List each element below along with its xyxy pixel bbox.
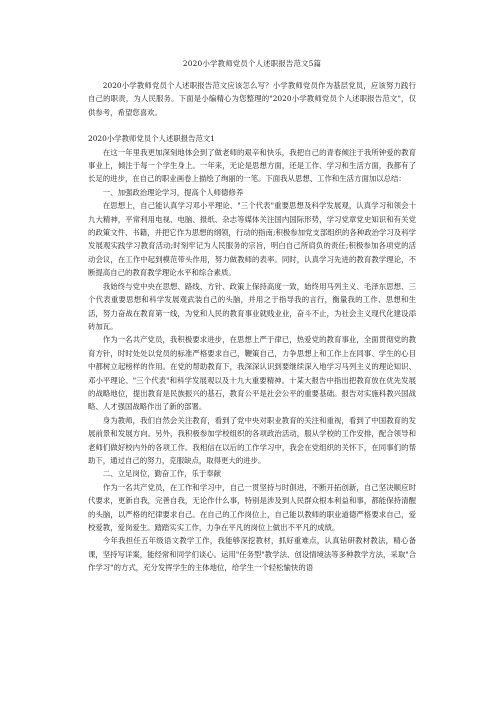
- body-paragraph: 在这一年里我更加深刻地体会到了做老师的艰辛和快乐，我把自己的青春倾注于我所钟爱的教育事业上，倾注于每一个学生身上。一年来，无论是思想方面，还是工作、学习和生活方面，我都有了长足的进步，在自己的职业画卷上描绘了绚丽的一笔。下面我从思想、工作和生活方面加以总结：: [88, 147, 416, 184]
- section-heading-2: 二、立足岗位，勤奋工作，乐于奉献: [102, 469, 222, 479]
- section-subtitle: 2020小学教师党员个人述职报告范文1: [88, 134, 215, 144]
- document-page: [88, 58, 416, 575]
- body-paragraph: 在思想上，自己能认真学习邓小平理论、"三个代表"重要思想及科学发展观，认真学习和领会十九大精神，平常利用电视、电脑、报纸、杂志等媒体关注国内国际形势，学习党章党史知识和有关党的政策文件、书籍，并把它作为思想的纲领，行动的指南;积极参加党支部组织的各种政治学习及科学发展观实践学习教育活动;时刻牢记为人民服务的宗旨，明白自己所肩负的责任;积极参加各项党的活动会议，在工作中起到模范带头作用，努力做教师的表率。同时，认真学习先进的教育教学理论，不断提高自己的教育教学理论水平和综合素质。: [88, 201, 416, 278]
- document-title: 2020小学教师党员个人述职报告范文5篇: [182, 59, 322, 68]
- section-heading-1: 一、加强政治理论学习，提高个人师德修养: [102, 187, 244, 197]
- body-paragraph: 身为教师，我们自然会关注教育，看到了党中央对职业教育的关注和重视，看到了中国教育的发展前景和发展方向。另外，我积极参加学校组织的各项政治活动，服从学校的工作安排，配合领导和老师们做好校内外的各项工作。我相信在以后的工作学习中，我会在党组织的关怀下，在同事们的帮助下，通过自己的努力，克服缺点，取得更大的进步。: [88, 415, 416, 465]
- intro-paragraph: 2020小学教师党员个人述职报告范文应该怎么写？小学教师党员作为基层党员，应该努力践行自己的职责，为人民服务。下面是小编精心为您整理的"2020小学教师党员个人述职报告范文"，仅供参考，希望您喜欢。: [88, 81, 416, 117]
- body-paragraph: 今年我担任五年级语文教学工作，我能够深挖教材，抓好重难点，认真钻研教材教法，精心备课，坚持写详案，能经常和同学们谈心。运用"任务型"教学法、创设情境法等多种教学方法，采取"合作学习"的方式，充分发挥学生的主体地位，给学生一个轻松愉快的语: [88, 536, 416, 573]
- body-paragraph: 作为一名共产党员，我积极要求进步，在思想上严于律已，热爱党的教育事业，全面贯彻党的教育方针，时时处处以党员的标准严格要求自己，鞭策自己，力争思想上和工作上在同事、学生的心目中都树立起榜样的作用。在党的帮助教育下，我深深认识到要继续深入地学习马列主义的理论知识、邓小平理论、"三个代表"和科学发展观以及十九大重要精神。十某大报告中指出把教育放在优先发展的战略地位，提出教育是民族振兴的基石，教育公平是社会公平的重要基础。报告对实施科教兴国战略、人才强国战略作出了新的部署。: [88, 335, 416, 412]
- body-paragraph: 作为一名共产党员，在工作和学习中，自己一贯坚持与时俱进，不断开拓创新，自己坚决顺应时代要求，更新自我，完善自我，无论作什么事，特别是涉及到人民群众根本利益和事，都能保持清醒的头脑，以严格的纪律要求自己。在自己的工作岗位上，自己能以教师的职业道德严格要求自己，爱校爱教，爱岗爱生。踏踏实实工作，力争在平凡的岗位上做出不平凡的成绩。: [88, 482, 416, 532]
- body-paragraph: 我始终与党中央在思想、路线、方针、政策上保持高度一致，始终用马列主义、毛泽东思想、三个代表重要思想和科学发展观武装自己的头脑，并用之于指导我的言行，衡量我的工作、思想和生活，努力奋战在教育第一线，为党和人民的教育事业就贱业业，奋斗不止，为社会主义现代化建设添砖加瓦。: [88, 281, 416, 331]
